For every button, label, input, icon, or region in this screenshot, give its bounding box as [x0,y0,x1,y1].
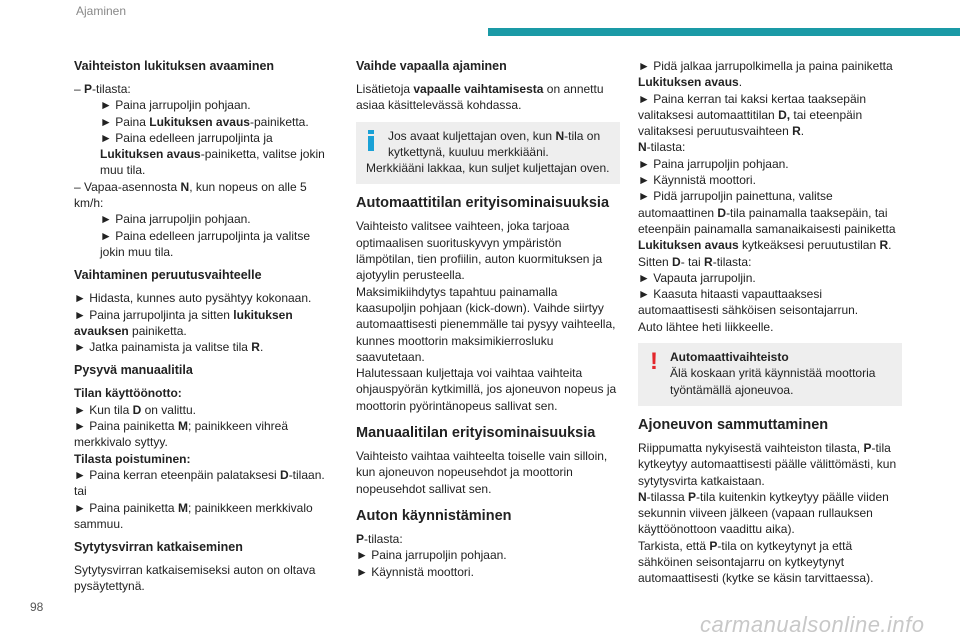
label: Tilasta poistuminen: [74,451,191,466]
bullet: ► Paina edelleen jarrupoljinta ja valitse jokin muu tila. [100,228,310,259]
section-header: Ajaminen [76,4,127,18]
bullet: ► Paina kerran tai kaksi kertaa taaksepäin valitaksesi automaattitilan D, tai eteenpäin valitaksesi peruutusvaihteen R. [638,91,866,139]
column-2 [356,58,620,580]
paragraph: P-tilasta: [356,531,403,546]
paragraph: Lisätietoja vapaalle vaihtamisesta on annettu asiaa käsittelevässä kohdassa. [356,82,604,113]
heading-start: Auton käynnistäminen [356,507,512,524]
paragraph: tai [74,484,87,499]
paragraph: Sytytysvirran katkaisemiseksi auton on oltava pysäytettynä. [74,563,316,594]
bullet: ► Paina jarrupoljin pohjaan. [100,212,251,227]
warning-box [638,343,902,406]
heading-neutral: Vaihde vapaalla ajaminen [356,59,507,73]
paragraph: Maksimikiihdytys tapahtuu painamalla kaasupoljin pohjaan (kick-down). Vaihde siirtyy automaattisesti pienemmälle tai pysyy vaihteella, kunnes moottorin maksimikierrosluku saavutetaan. [356,284,616,364]
heading-reverse: Vaihtaminen peruutusvaihteelle [74,268,262,283]
bullet: ► Kaasuta hitaasti vapauttaaksesi automaattisesti sähköisen seisontajarrun. [638,287,859,318]
paragraph: Vaihteisto vaihtaa vaihteelta toiselle vain silloin, kun ajoneuvon nopeusehdot ja moottorin nopeusehdot sallivat sen. [356,449,608,496]
bullet: ► Paina edelleen jarrupoljinta ja Lukituksen avaus-painiketta, valitse jokin muu tila. [100,130,325,178]
bullet: ► Kun tila D on valittu. [74,402,196,417]
warning-title: Automaattivaihteisto [670,350,789,365]
watermark: carmanualsonline.info [700,612,925,637]
paragraph: Sitten D- tai R-tilasta: [638,254,752,269]
paragraph: – Vapaa-asennosta N, kun nopeus on alle 5 km/h: [74,179,307,211]
bullet: ► Paina jarrupoljinta ja sitten lukituksen avauksen painiketta. [74,307,293,338]
bullet: ► Paina kerran eteenpäin palataksesi D-tilaan. [74,467,325,482]
heading-manual-features: Manuaalitilan erityisominaisuuksia [356,425,596,442]
heading-auto: Automaattitilan erityisominaisuuksia [356,195,610,212]
label: Tilan käyttöönotto: [74,386,182,401]
bullet: ► Paina painiketta M; painikkeen merkkivalo sammuu. [74,500,313,531]
bullet: ► Jatka painamista ja valitse tila R. [74,340,264,355]
paragraph: – P-tilasta: [74,82,131,96]
paragraph: Auto lähtee heti liikkeelle. [638,319,774,334]
column-3 [638,58,902,587]
info-text-2: Merkkiääni lakkaa, kun suljet kuljettajan oven. [366,161,610,176]
info-text: Jos avaat kuljettajan oven, kun N-tila on kytkettynä, kuuluu merkkiääni. [388,128,601,159]
bullet: ► Vapauta jarrupoljin. [638,270,756,285]
paragraph: N-tilassa P-tila kuitenkin kytkeytyy päälle viiden sekunnin viiveen jälkeen (vapaan rullauksen käyttöönottoon vaadittu aika). [638,489,889,537]
paragraph: Halutessaan kuljettaja voi vaihtaa vaihteita ohjauspyörän kytkimillä, jos ajoneuvon nopeus ja moottorin pyörintänopeus sallivat sen. [356,366,617,413]
bullet: ► Paina jarrupoljin pohjaan. [100,98,251,113]
header-accent-bar [488,28,960,36]
paragraph: Riippumatta nykyisestä vaihteiston tilasta, P-tila kytkeytyy automaattisesti päälle välittömästi, kun sytytysvirta katkaistaan. [638,440,897,488]
heading-ignition: Sytytysvirran katkaiseminen [74,540,243,555]
paragraph: Tarkista, että P-tila on kytkeytynyt ja että sähköinen seisontajarru on kytkeytynyt automaattisesti (kytke se käsin tarvittaessa). [638,538,874,586]
bullet: ► Paina jarrupoljin pohjaan. [356,548,507,563]
info-icon [368,130,374,152]
bullet: ► Käynnistä moottori. [356,564,474,579]
paragraph: Vaihteisto valitsee vaihteen, joka tarjoaa optimaalisen suorituskyvyn ympäristön lämpötilan, tien profiilin, auton kuormituksen ja ajotyylin perusteella. [356,219,603,283]
info-box [356,122,620,185]
bullet: ► Pidä jalkaa jarrupolkimella ja paina painiketta Lukituksen avaus. [638,59,893,90]
bullet: ► Paina jarrupoljin pohjaan. [638,156,789,171]
bullet: ► Käynnistä moottori. [638,173,756,188]
exclamation-icon: ! [650,348,658,376]
heading-stop: Ajoneuvon sammuttaminen [638,416,829,433]
column-1 [74,58,330,595]
paragraph: N-tilasta: [638,140,686,155]
page-number: 98 [30,600,44,614]
heading-manual: Pysyvä manuaalitila [74,363,193,378]
warning-text: Älä koskaan yritä käynnistää moottoria työntämällä ajoneuvoa. [670,366,876,397]
bullet: ► Pidä jarrupoljin painettuna, valitse automaattinen D-tila painamalla taaksepäin, tai eteenpäin painamalla samanaikaisesti painiketta Lukituksen avaus kytkeäksesi peruutustilan R. [638,189,896,253]
bullet: ► Hidasta, kunnes auto pysähtyy kokonaan. [74,291,312,306]
bullet: ► Paina Lukituksen avaus-painiketta. [100,114,309,129]
bullet: ► Paina painiketta M; painikkeen vihreä merkkivalo syttyy. [74,419,289,450]
heading-unlock: Vaihteiston lukituksen avaaminen [74,59,275,73]
